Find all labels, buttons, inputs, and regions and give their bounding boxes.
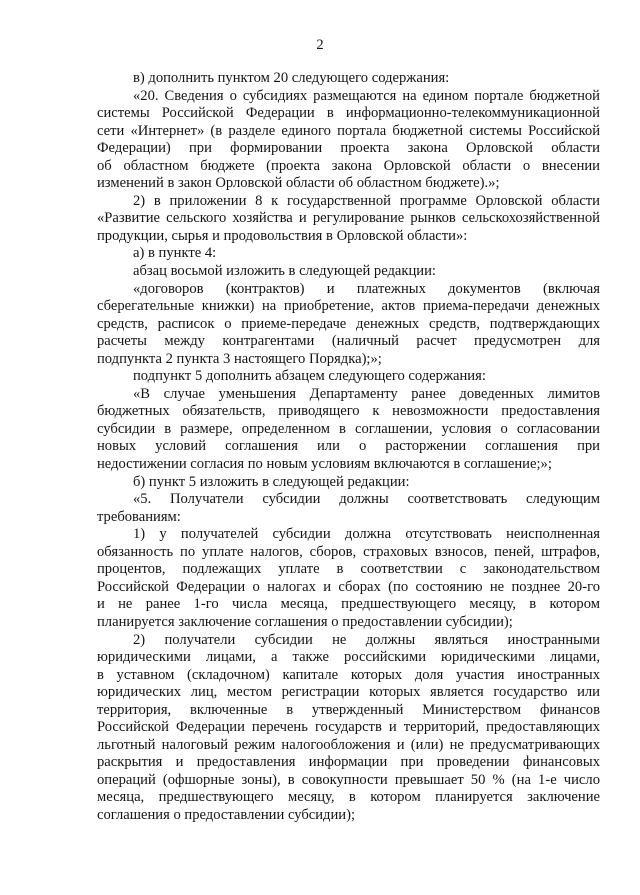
text-line: «20. Сведения о субсидиях размещаются на едином портале бюджетной [133,87,600,104]
text-line: юридических лиц, местом регистрации которых является государство или [97,684,600,701]
text-line: Федерации) при формировании проекта закона Орловской области [97,140,600,157]
text-line: субсидии в размере, определенном в соглашении, условия о согласовании [97,420,600,437]
text-line: абзац восьмой изложить в следующей редакции: [133,263,436,280]
text-line: раскрытия и предоставления информации при проведении финансовых [97,754,600,771]
text-line: новых условий соглашения или о расторжении соглашения при [97,438,600,455]
text-line: и не ранее 1-го числа месяца, предшествующего месяцу, в котором [97,596,600,613]
text-line: а) в пункте 4: [133,245,217,262]
text-line: недостижении согласия по новым условиям включаются в соглашение;»; [97,456,552,473]
text-line: «5. Получатели субсидии должны соответствовать следующим [133,491,600,508]
text-line: системы Российской Федерации в информационно-телекоммуникационной [97,105,600,122]
text-line: планируется заключение соглашения о предоставлении субсидии); [97,613,513,630]
text-line: соглашения о предоставлении субсидии); [97,806,356,823]
text-line: сберегательные книжки) на приобретение, актов приема-передачи денежных [97,298,600,315]
text-line: Российской Федерации перечень государств и территорий, предоставляющих [97,719,600,736]
text-line: льготный налоговый режим налогообложения и (или) не предусматривающих [97,736,600,753]
text-line: 1) у получателей субсидии должна отсутствовать неисполненная [133,526,600,543]
text-line: «В случае уменьшения Департаменту ранее доведенных лимитов [133,385,600,402]
text-line: «договоров (контрактов) и платежных документов (включая [133,280,600,297]
text-line: процентов, подлежащих уплате в соответствии с законодательством [97,561,600,578]
text-line: «Развитие сельского хозяйства и регулирование рынков сельскохозяйственной [97,210,600,227]
text-line: 2) получатели субсидии не должны являться иностранными [133,631,600,648]
text-line: бюджетных обязательств, приводящего к невозможности предоставления [97,403,600,420]
text-line: территория, включенные в утвержденный Министерством финансов [97,701,600,718]
text-line: в) дополнить пунктом 20 следующего содержания: [133,70,450,86]
text-line: юридическими лицами, а также российскими юридическими лицами, [97,649,600,666]
text-line: изменений в закон Орловской области об областном бюджете).»; [97,175,500,192]
text-line: в уставном (складочном) капитале которых доля участия иностранных [97,666,600,683]
text-line: подпункт 5 дополнить абзацем следующего содержания: [133,368,486,385]
text-line: требованиям: [97,508,181,525]
document-body [97,70,600,825]
text-line: расчеты между контрагентами (наличный расчет предусмотрен для [97,333,600,350]
page-number: 2 [316,37,324,53]
text-line: продукции, сырья и продовольствия в Орловской области»: [97,227,468,244]
text-line: сети «Интернет» (в разделе единого портала бюджетной системы Российской [97,122,600,139]
text-line: об областном бюджете (проекта закона Орловской области о внесении [97,157,600,174]
text-line: подпункта 2 пункта 3 настоящего Порядка);»; [97,350,382,367]
text-line: средств, расписок о приеме-передаче денежных средств, подтверждающих [97,315,600,332]
text-line: месяца, предшествующего месяцу, в котором планируется заключение [97,789,600,806]
text-line: обязанность по уплате налогов, сборов, страховых взносов, пеней, штрафов, [97,543,600,560]
text-line: операций (офшорные зоны), в совокупности превышает 50 % (на 1-е число [97,771,600,788]
text-line: Российской Федерации о налогах и сборах (по состоянию не позднее 20-го [97,578,600,595]
text-line: б) пункт 5 изложить в следующей редакции: [133,473,410,490]
text-line: 2) в приложении 8 к государственной программе Орловской области [133,192,600,209]
